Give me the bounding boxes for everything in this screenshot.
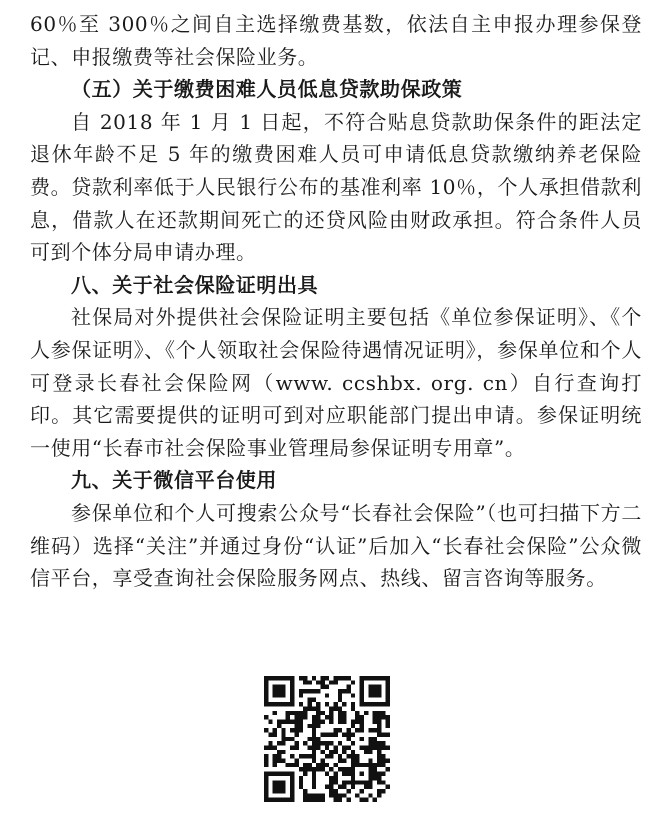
section-9-heading: 九、关于微信平台使用: [71, 468, 277, 493]
section-5-heading: （五）关于缴费困难人员低息贷款助保政策: [71, 77, 463, 102]
qr-code-graphic: [264, 676, 390, 802]
section-8-body: 社保局对外提供社会保险证明主要包括《单位参保证明》、《个人参保证明》、《个人领取社会保险待遇情况证明》，参保单位和个人可登录长春社会保险网（www. ccshbx. org. cn）自行查询打印。其它需要提供的证明可到对应职能部门提出申请。参保证明统一使用“长春市社会保险事业管理局参保证明专用章”。: [30, 305, 642, 460]
continuation-paragraph: 60％至 300％之间自主选择缴费基数，依法自主申报办理参保登记、申报缴费等社会保险业务。: [30, 12, 642, 69]
qr-code-icon[interactable]: [264, 676, 390, 802]
document-page: [30, 8, 642, 595]
section-8-heading: 八、关于社会保险证明出具: [71, 272, 319, 297]
section-5-body: 自 2018 年 1 月 1 日起，不符合贴息贷款助保条件的距法定退休年龄不足 5 年的缴费困难人员可申请低息贷款缴纳养老保险费。贷款利率低于人民银行公布的基准利率 10％，个人承担借款利息，借款人在还款期间死亡的还贷风险由财政承担。符合条件人员可到个体分局申请办理。: [30, 109, 642, 265]
section-9-body: 参保单位和个人可搜索公众号“长春社会保险”（也可扫描下方二维码）选择“关注”并通过身份“认证”后加入“长春社会保险”公众微信平台，享受查询社会保险服务网点、热线、留言咨询等服务。: [30, 500, 642, 591]
